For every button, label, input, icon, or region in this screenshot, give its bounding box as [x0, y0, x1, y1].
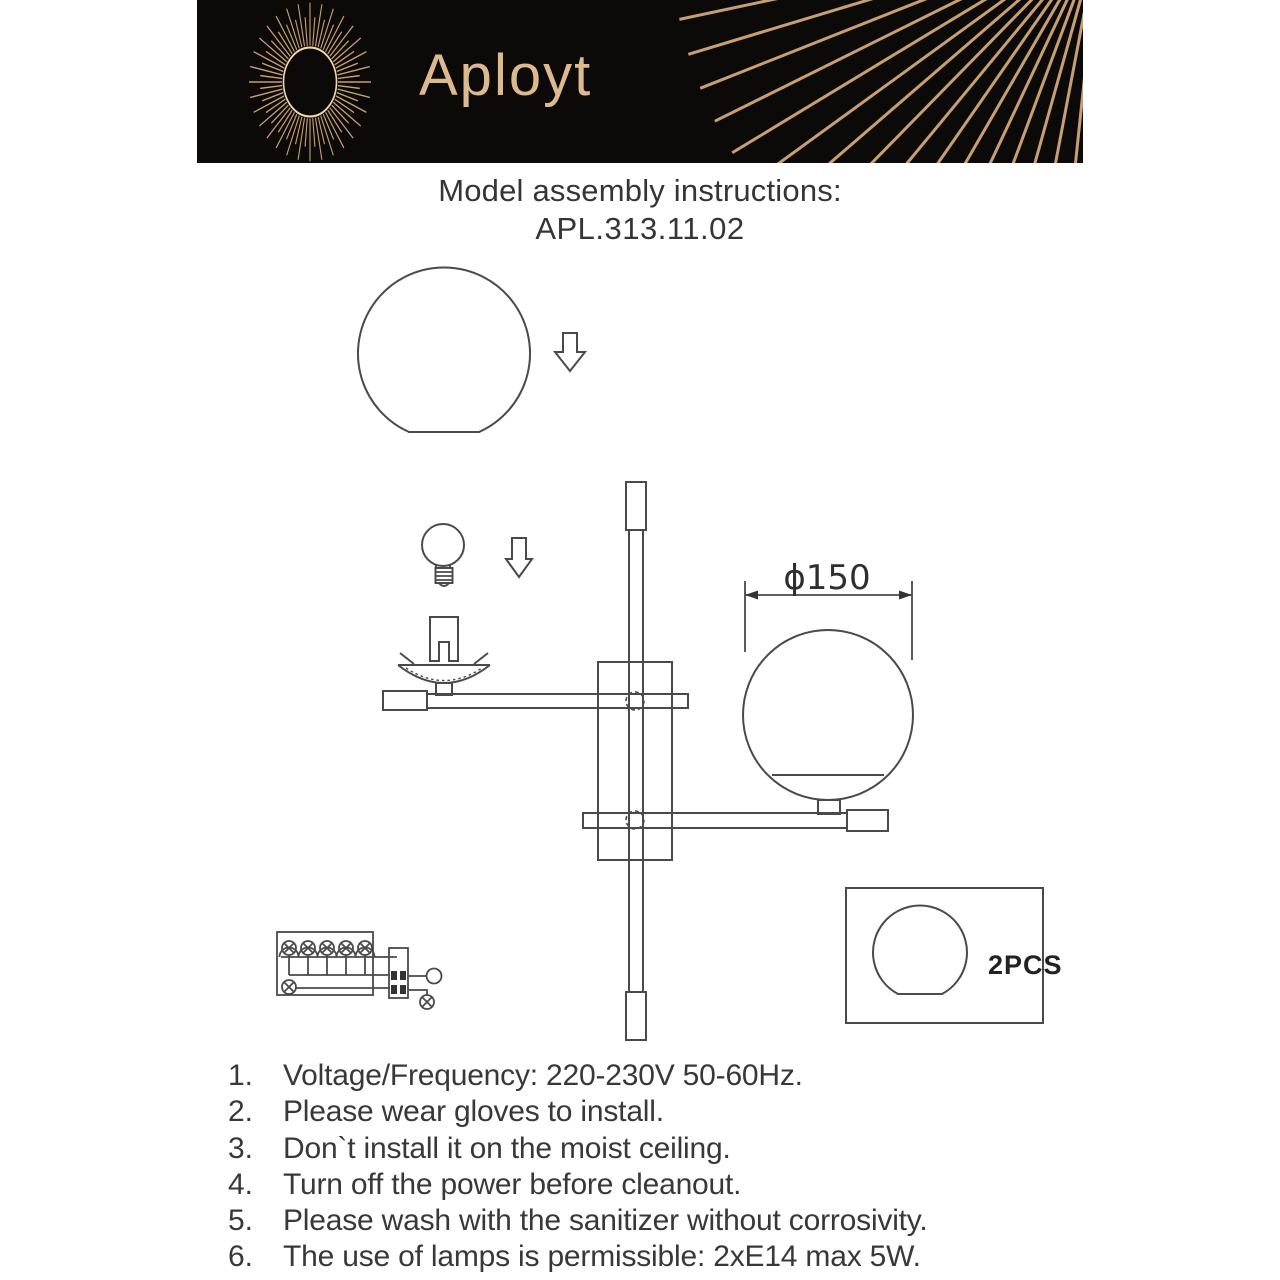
instruction-number: 1.	[228, 1059, 254, 1092]
instruction-item	[228, 1095, 1068, 1131]
down-arrow-icon	[506, 538, 532, 577]
instruction-number: 3.	[228, 1131, 254, 1165]
instruction-number: 4.	[228, 1167, 254, 1201]
instruction-number: 2.	[228, 1095, 254, 1129]
page-title: Model assembly instructions:	[438, 173, 842, 208]
instruction-number: 5.	[228, 1204, 254, 1238]
glass-globe-drawing	[358, 267, 530, 432]
instruction-text: Turn off the power before cleanout.	[283, 1167, 742, 1201]
instruction-item	[228, 1059, 1068, 1095]
instruction-item	[228, 1240, 1068, 1276]
down-arrow-icon	[555, 333, 585, 371]
instruction-text: Voltage/Frequency: 220-230V 50-60Hz.	[283, 1059, 803, 1092]
instruction-item	[228, 1132, 1068, 1168]
brand-name: Aployt	[419, 43, 593, 108]
instruction-number: 6.	[228, 1240, 254, 1274]
instruction-item	[228, 1168, 1068, 1204]
lamp-symbols	[280, 941, 375, 975]
dimension-label: ϕ150	[783, 558, 871, 598]
instruction-text: Please wear gloves to install.	[283, 1095, 664, 1129]
instruction-text: The use of lamps is permissible: 2xE14 max 5W.	[283, 1240, 921, 1274]
instructions-list	[228, 1059, 1068, 1277]
package-contents-box	[846, 888, 1063, 1023]
instruction-text: Please wash with the sanitizer without corrosivity.	[283, 1204, 928, 1238]
quantity-label: 2PCS	[988, 950, 1063, 980]
instruction-text: Don`t install it on the moist ceiling.	[283, 1131, 731, 1165]
model-number: APL.313.11.02	[535, 211, 745, 246]
bulb-icon	[422, 524, 464, 586]
wiring-diagram	[277, 932, 442, 1009]
dimension-annotation	[745, 558, 912, 660]
socket-drawing	[398, 617, 490, 695]
instruction-item	[228, 1204, 1068, 1240]
